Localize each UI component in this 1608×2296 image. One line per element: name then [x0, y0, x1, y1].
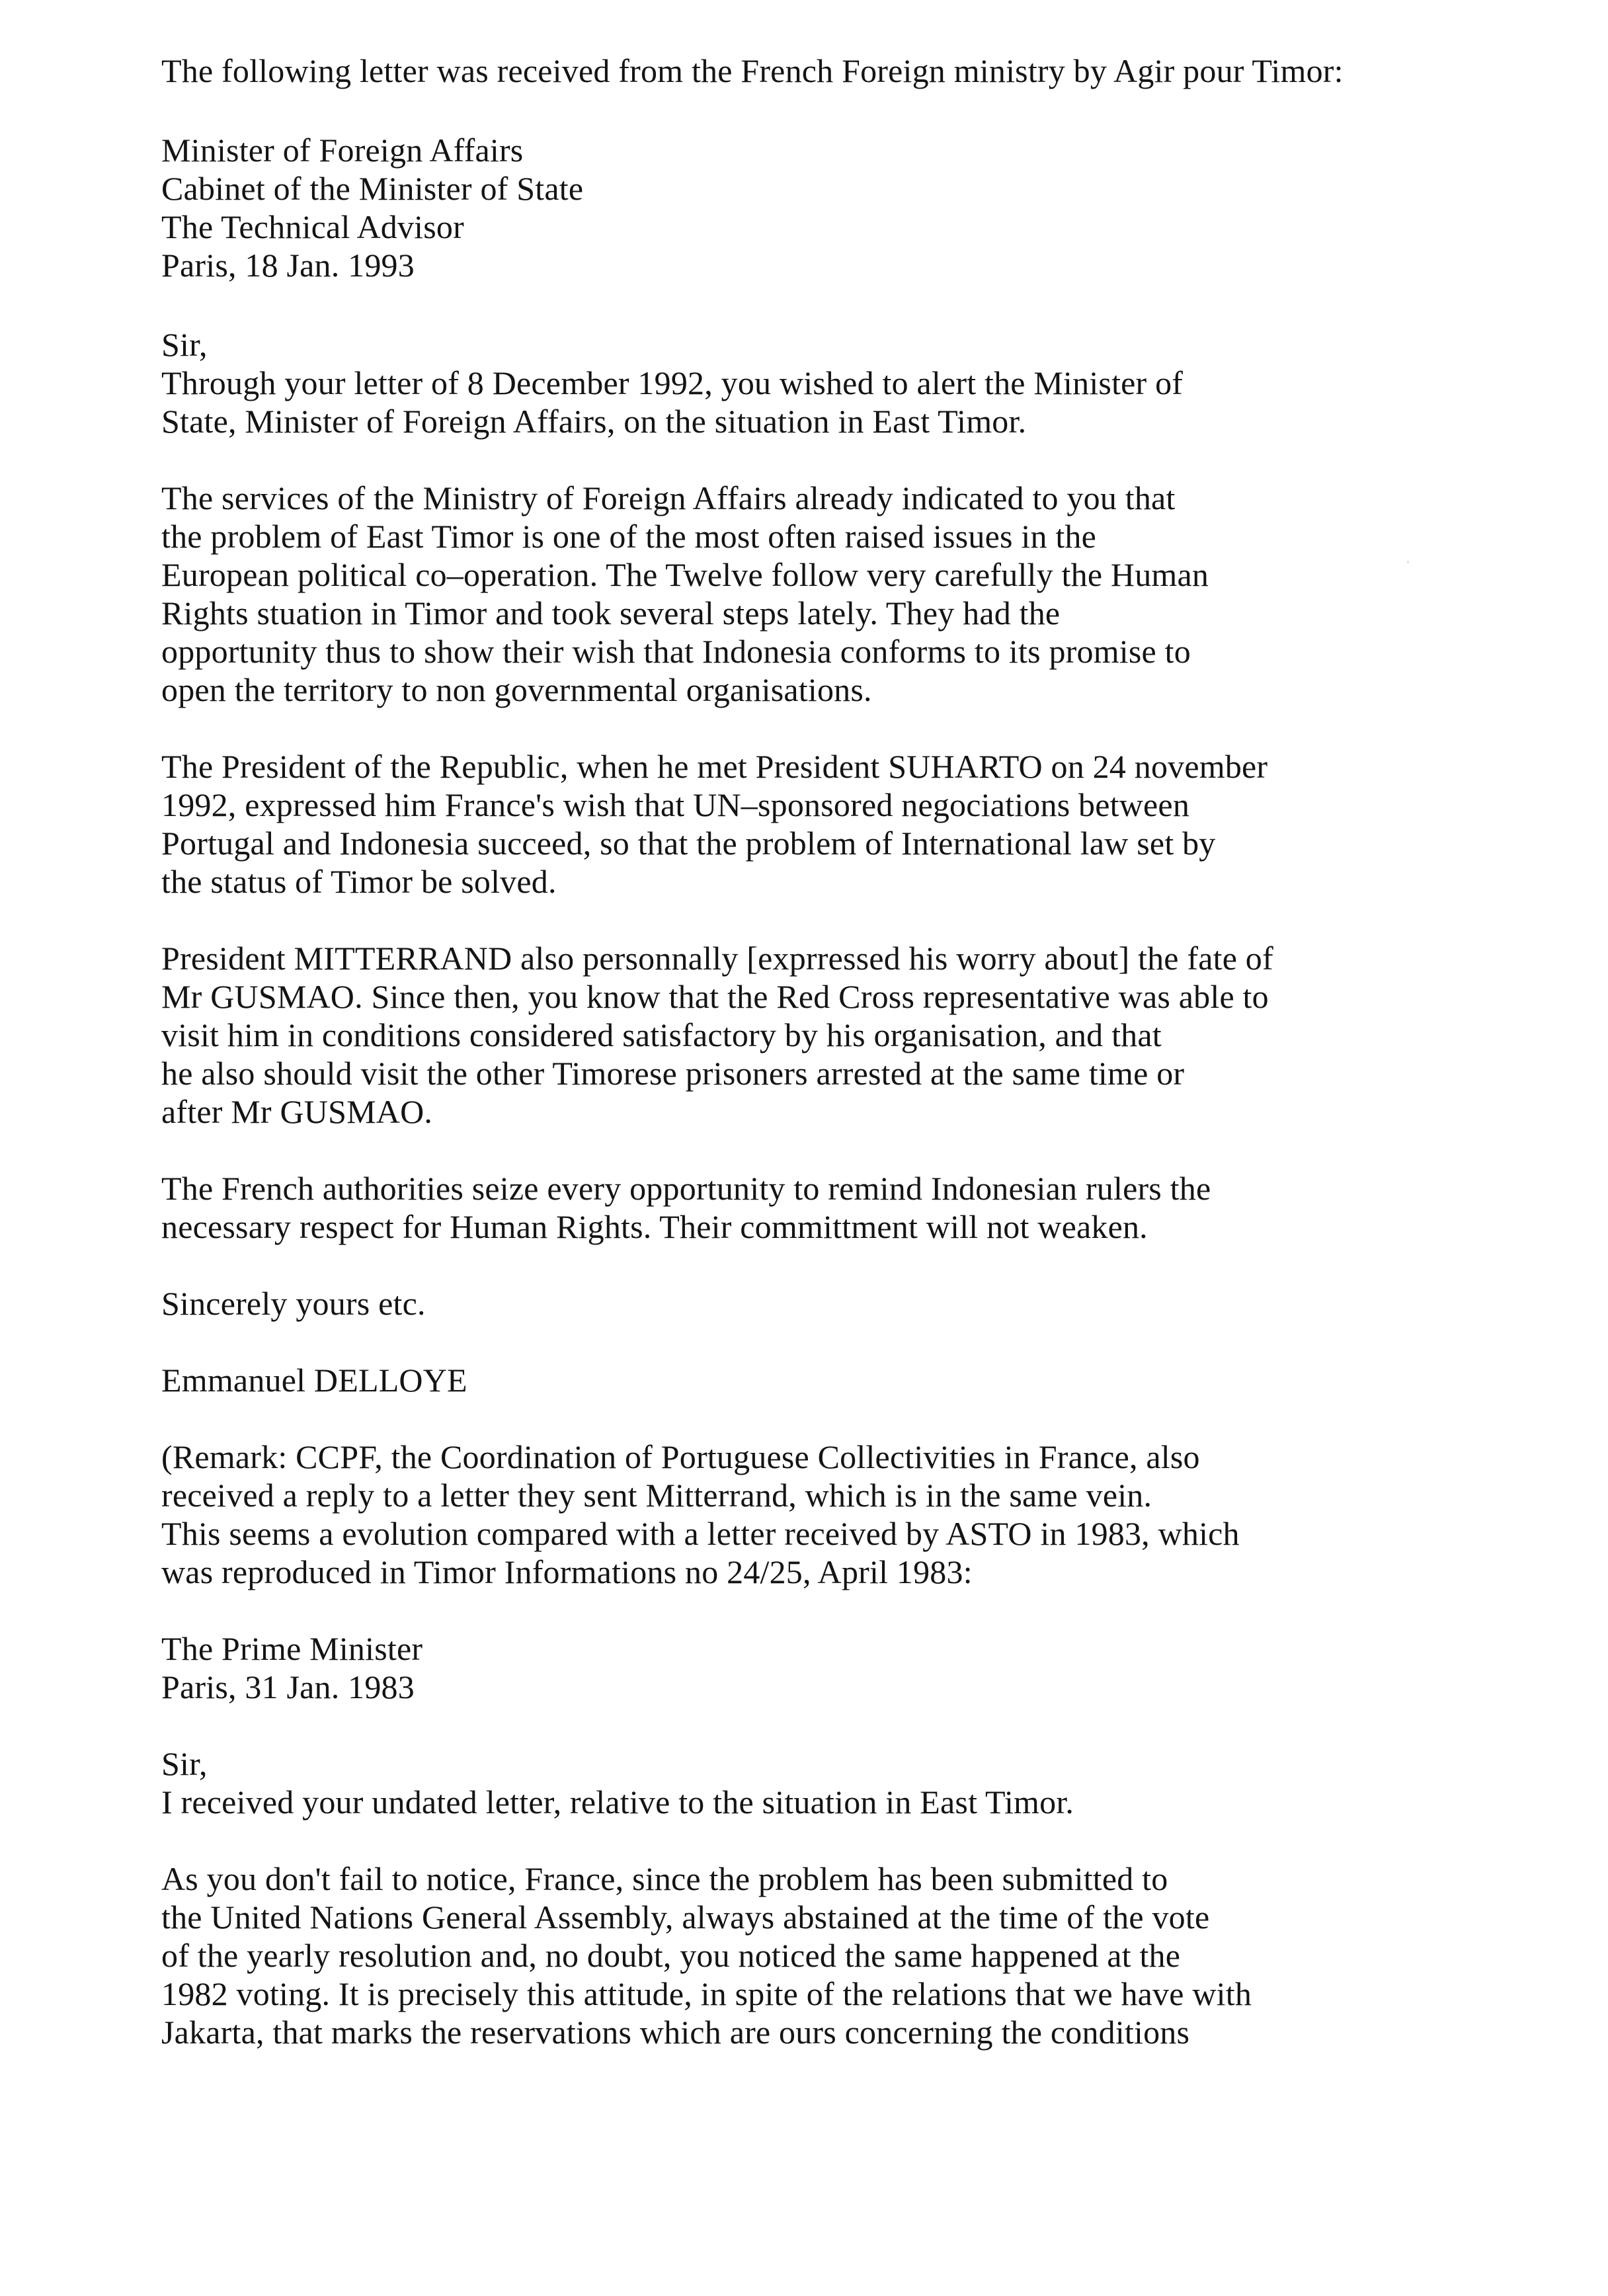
- text-line: European political co–operation. The Twelve follow very carefully the Human: [161, 556, 1209, 593]
- text-line: The President of the Republic, when he met President SUHARTO on 24 november: [161, 748, 1268, 785]
- text-line: The French authorities seize every opportunity to remind Indonesian rulers the: [161, 1170, 1211, 1207]
- text-line: Rights stuation in Timor and took several steps lately. They had the: [161, 594, 1061, 632]
- scan-speck: [1407, 561, 1409, 563]
- text-line: received a reply to a letter they sent Mitterrand, which is in the same vein.: [161, 1477, 1152, 1514]
- text-line: opportunity thus to show their wish that Indonesia conforms to its promise to: [161, 633, 1191, 670]
- text-line: Portugal and Indonesia succeed, so that the problem of International law set by: [161, 825, 1216, 862]
- sender-line: Cabinet of the Minister of State: [161, 170, 584, 207]
- text-line: the United Nations General Assembly, always abstained at the time of the vote: [161, 1899, 1210, 1936]
- text-line: State, Minister of Foreign Affairs, on the situation in East Timor.: [161, 403, 1027, 440]
- text-line: necessary respect for Human Rights. Their committment will not weaken.: [161, 1208, 1148, 1245]
- letter-date: Paris, 31 Jan. 1983: [161, 1668, 415, 1705]
- text-line: The services of the Ministry of Foreign Affairs already indicated to you that: [161, 479, 1176, 516]
- salutation: Sir,: [161, 1745, 208, 1782]
- text-line: the status of Timor be solved.: [161, 863, 557, 900]
- text-line: 1992, expressed him France's wish that UN–sponsored negociations between: [161, 786, 1190, 823]
- sender-line: The Technical Advisor: [161, 208, 464, 245]
- text-line: I received your undated letter, relative to the situation in East Timor.: [161, 1784, 1074, 1821]
- text-line: Jakarta, that marks the reservations which are ours concerning the conditions: [161, 2014, 1190, 2051]
- text-line: This seems a evolution compared with a letter received by ASTO in 1983, which: [161, 1515, 1240, 1552]
- sender-line: Minister of Foreign Affairs: [161, 132, 524, 169]
- text-line: 1982 voting. It is precisely this attitude, in spite of the relations that we have with: [161, 1975, 1252, 2012]
- text-line: As you don't fail to notice, France, since the problem has been submitted to: [161, 1860, 1168, 1897]
- text-line: open the territory to non governmental organisations.: [161, 671, 872, 708]
- closing: Sincerely yours etc.: [161, 1285, 426, 1322]
- text-line: was reproduced in Timor Informations no 24/25, April 1983:: [161, 1553, 973, 1590]
- signature: Emmanuel DELLOYE: [161, 1362, 467, 1399]
- text-line: the problem of East Timor is one of the most often raised issues in the: [161, 518, 1097, 555]
- text-line: (Remark: CCPF, the Coordination of Portuguese Collectivities in France, also: [161, 1438, 1200, 1475]
- text-line: President MITTERRAND also personnally [exprressed his worry about] the fate of: [161, 940, 1273, 977]
- sender-line: The Prime Minister: [161, 1630, 423, 1667]
- intro-line: The following letter was received from the French Foreign ministry by Agir pour Timor:: [161, 52, 1344, 89]
- salutation: Sir,: [161, 326, 208, 363]
- text-line: Mr GUSMAO. Since then, you know that the Red Cross representative was able to: [161, 978, 1269, 1015]
- text-line: Through your letter of 8 December 1992, you wished to alert the Minister of: [161, 364, 1184, 401]
- letter-date: Paris, 18 Jan. 1993: [161, 247, 415, 284]
- text-line: he also should visit the other Timorese prisoners arrested at the same time or: [161, 1055, 1185, 1092]
- text-line: of the yearly resolution and, no doubt, you noticed the same happened at the: [161, 1937, 1181, 1974]
- text-line: visit him in conditions considered satisfactory by his organisation, and that: [161, 1016, 1162, 1053]
- text-line: after Mr GUSMAO.: [161, 1093, 433, 1130]
